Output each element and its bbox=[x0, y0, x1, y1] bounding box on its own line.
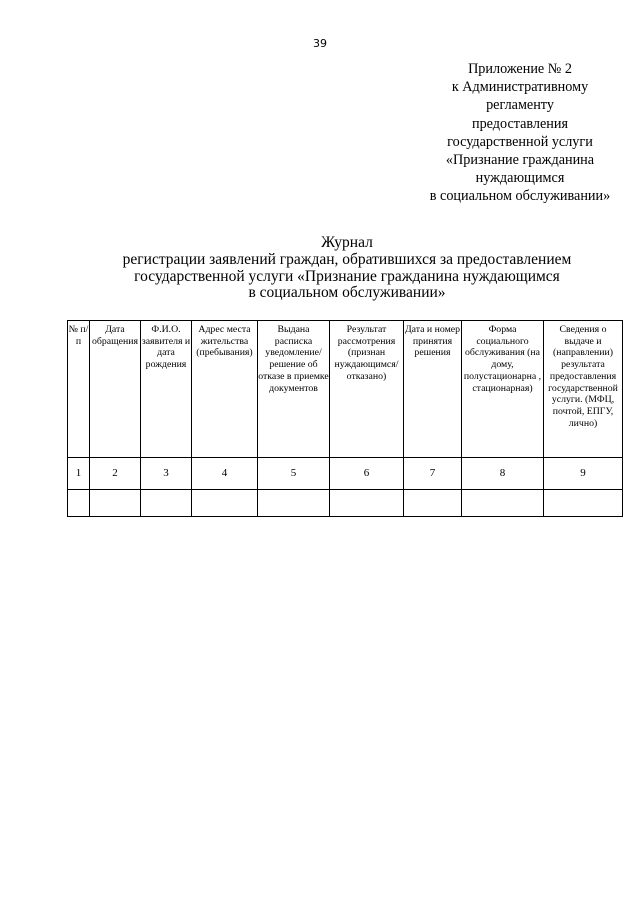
journal-title: Журнал bbox=[321, 234, 373, 251]
appendix-line: к Административному bbox=[451, 79, 589, 96]
column-number: 6 bbox=[330, 458, 404, 490]
registration-journal-table bbox=[67, 320, 623, 517]
appendix-line: предоставления bbox=[471, 115, 569, 132]
appendix-line: «Признание гражданина bbox=[445, 152, 595, 169]
appendix-line: государственной услуги bbox=[447, 133, 593, 150]
empty-entry-row bbox=[68, 490, 623, 517]
appendix-heading bbox=[404, 60, 636, 206]
entry-cell bbox=[192, 490, 258, 517]
journal-subtitle-line: регистрации заявлений граждан, обратившихся за предоставлением bbox=[122, 250, 572, 268]
column-header: Дата и номер принятия решения bbox=[404, 321, 462, 458]
journal-heading bbox=[0, 235, 640, 302]
column-header: Адрес места жительства (пребывания) bbox=[192, 321, 258, 458]
journal-subtitle-line: государственной услуги «Признание гражданина нуждающимся bbox=[134, 267, 560, 285]
column-number: 3 bbox=[141, 458, 192, 490]
table-header-row bbox=[68, 321, 623, 458]
column-number: 2 bbox=[90, 458, 141, 490]
appendix-line: Приложение № 2 bbox=[468, 61, 572, 77]
page-number: 39 bbox=[313, 37, 327, 50]
column-header: Результат рассмотрения (признан нуждающимся/ отказано) bbox=[330, 321, 404, 458]
column-number: 1 bbox=[68, 458, 90, 490]
entry-cell bbox=[258, 490, 330, 517]
column-number-row bbox=[68, 458, 623, 490]
column-number: 4 bbox=[192, 458, 258, 490]
appendix-line: регламенту bbox=[486, 97, 554, 114]
entry-cell bbox=[544, 490, 623, 517]
column-header: Сведения о выдаче и (направлении) результата предоставления государственной услуги. (МФЦ, почтой, ЕПГУ, лично) bbox=[544, 321, 623, 458]
entry-cell bbox=[404, 490, 462, 517]
column-header: Форма социального обслуживания (на дому, полустационарна , стационарная) bbox=[462, 321, 544, 458]
column-number: 5 bbox=[258, 458, 330, 490]
entry-cell bbox=[330, 490, 404, 517]
column-header: Ф.И.О. заявителя и дата рождения bbox=[141, 321, 192, 458]
column-header: № п/п bbox=[68, 321, 90, 458]
column-header: Выдана расписка уведомление/ решение об отказе в приемке документов bbox=[258, 321, 330, 458]
entry-cell bbox=[68, 490, 90, 517]
entry-cell bbox=[462, 490, 544, 517]
entry-cell bbox=[90, 490, 141, 517]
column-number: 9 bbox=[544, 458, 623, 490]
entry-cell bbox=[141, 490, 192, 517]
column-number: 7 bbox=[404, 458, 462, 490]
journal-subtitle-line: в социальном обслуживании» bbox=[248, 284, 446, 302]
appendix-line: в социальном обслуживании» bbox=[429, 188, 611, 205]
appendix-line: нуждающимся bbox=[475, 170, 565, 187]
column-header: Дата обращения bbox=[90, 321, 141, 458]
column-number: 8 bbox=[462, 458, 544, 490]
